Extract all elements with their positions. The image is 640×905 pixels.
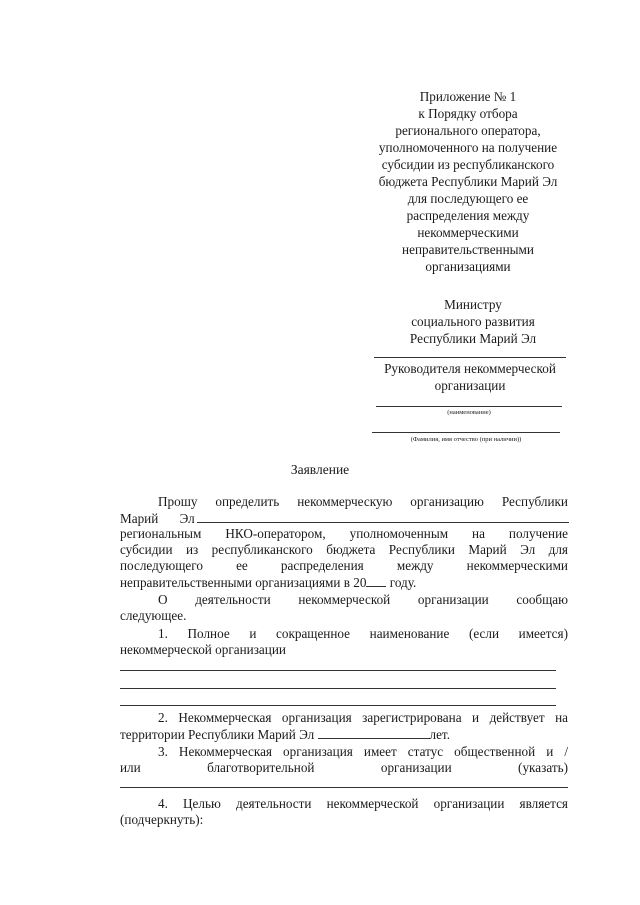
item-2-line-2-text: территории Республики Марий Эл — [120, 727, 315, 742]
appendix-line: неправительственными — [402, 242, 534, 257]
head-fio-field[interactable] — [372, 432, 560, 433]
info-line-1: О деятельности некоммерческой организации сообщаю — [158, 592, 568, 607]
item-1-line-1: 1. Полное и сокращенное наименование (если имеется) — [158, 626, 568, 641]
organization-name-caption: (наименование) — [447, 409, 491, 416]
item-2-line-2-end: лет. — [429, 727, 451, 742]
request-line-2 — [120, 510, 568, 526]
appendix-line: Приложение № 1 — [419, 89, 517, 104]
request-line-1: Прошу определить некоммерческую организацию Республики — [158, 494, 568, 509]
item-4-line-2: (подчеркнуть): — [120, 812, 204, 827]
head-role-line: Руководителя некоммерческой — [384, 361, 556, 376]
item-1-line-2: некоммерческой организации — [120, 642, 286, 657]
appendix-line: уполномоченного на получение — [378, 140, 558, 155]
appendix-line: некоммерческими — [417, 225, 519, 240]
request-line-4: субсидии из республиканского бюджета Республики Марий Эл для — [120, 542, 568, 557]
appendix-line: субсидии из республиканского — [381, 157, 555, 172]
item-3-line-1: 3. Некоммерческая организация имеет статус общественной и / — [158, 744, 568, 759]
head-role-block — [372, 360, 568, 394]
appendix-line: к Порядку отбора — [418, 106, 518, 121]
addressee-block — [380, 296, 566, 347]
request-line-2-text: Марий Эл — [120, 511, 195, 526]
item-3-line-2: или благотворительной организации (указать) — [120, 760, 568, 775]
request-line-3: региональным НКО-оператором, уполномоченным на получение — [120, 526, 568, 541]
request-line-6 — [120, 574, 568, 590]
appendix-line: организациями — [425, 259, 511, 274]
request-line-6-end: году. — [389, 575, 417, 590]
organization-name-field[interactable] — [376, 406, 562, 407]
years-blank[interactable] — [318, 726, 430, 739]
head-fio-caption: (Фамилия, имя отчество (при наличии)) — [410, 436, 522, 443]
appendix-line: регионального оператора, — [395, 123, 541, 138]
appendix-line: распределения между — [406, 208, 530, 223]
item-2-line-1: 2. Некоммерческая организация зарегистрирована и действует на — [158, 710, 568, 725]
appendix-header — [360, 88, 576, 275]
request-line-6-text: неправительственными организациями в 20 — [120, 575, 367, 590]
addressee-line: Республики Марий Эл — [409, 331, 537, 346]
year-blank[interactable] — [366, 574, 386, 587]
info-line-2: следующее. — [120, 608, 187, 623]
item-1-blank-2[interactable] — [120, 688, 556, 689]
request-line-5: последующего ее распределения между некоммерческими — [120, 558, 568, 573]
organization-name-blank[interactable] — [197, 510, 569, 523]
item-3-blank[interactable] — [120, 787, 568, 788]
head-role-line: организации — [434, 378, 506, 393]
item-2-line-2 — [120, 726, 568, 742]
item-4-line-1: 4. Целью деятельности некоммерческой организации является — [158, 796, 568, 811]
addressee-underline — [374, 357, 566, 358]
addressee-line: Министру — [444, 297, 502, 312]
addressee-line: социального развития — [411, 314, 535, 329]
appendix-line: для последующего ее — [407, 191, 529, 206]
document-title: Заявление — [290, 462, 350, 477]
item-1-blank-3[interactable] — [120, 705, 556, 706]
appendix-line: бюджета Республики Марий Эл — [378, 174, 558, 189]
item-1-blank-1[interactable] — [120, 670, 556, 671]
